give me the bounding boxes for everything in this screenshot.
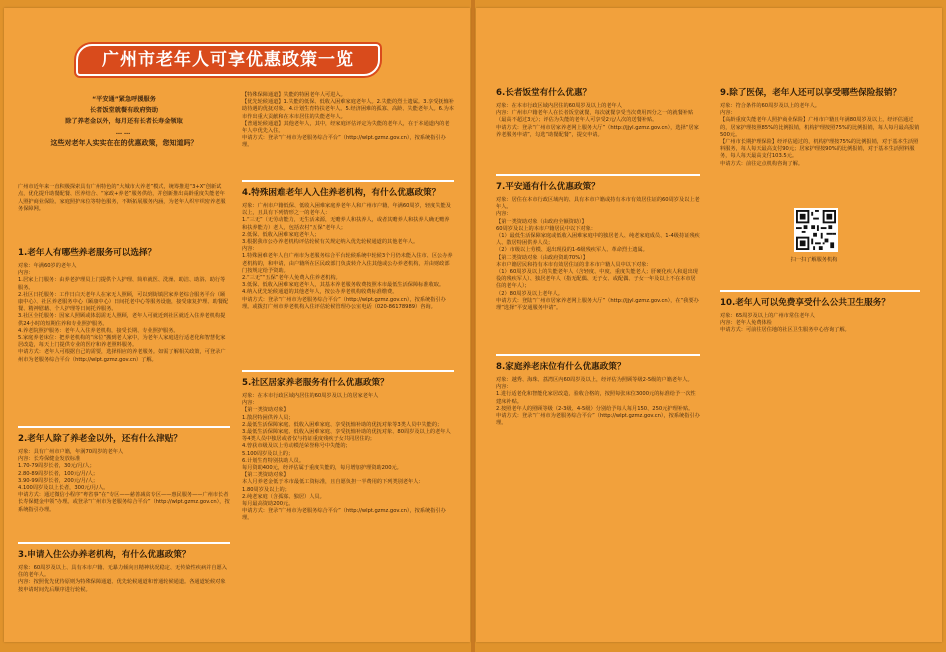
- section-title: 7.平安通有什么优惠政策？: [496, 182, 600, 192]
- section-4: [242, 188, 454, 311]
- page-left: [4, 8, 470, 642]
- section-body: 对象：65周岁及以上的广州市常住老年人 内容：老年人免费体检 申请方式：可前往居住地的社区卫生服务中心咨询了解。: [720, 313, 850, 334]
- intro-body: 广州市近年来一直积极探索具有广州特色的“大城市大养老”模式，统筹推进“3+X”创新试点，优化提升助餐配餐、医养结合、“家政+养老”服务供给，并创新推出高龄重度失能老年人照护商业保险。家庭照护床位等特色服务，不断拓展服务内涵，为老年人织牢织密养老服务保障网。: [18, 184, 226, 213]
- intro-line: 除了养老金以外，每月还有长者长寿金领取: [65, 118, 183, 125]
- section-8: [496, 362, 700, 427]
- section-body: 对象：居住在本市行政区域内的、具有本市户籍或持有本市有效居住证的60周岁及以上老年人。 内容： 【第一类资助对象（由政府全额资助）】 60周岁及以上的本市户籍居民中以下对象： （1）最低生活保障家庭或低收入困难家庭中的独居老人、纯老家庭成员、1-4级持证残疾人、散居特困供养人员； （2）市级以上劳模、退出现役的1-6级残疾军人、革命烈士遗属。 【第二类资助对象（由政府资助70%）】 本市户籍居民和持有本市有效居住证的非本市户籍人员中以下对象： （1）60周岁及以上的失能老年人（含轻度、中度、重度失能老人；肝硬化疾人和退出现役的残疾军人）、独居老年人（指无配偶、无子女、或配偶、子女一年及以上不在本市居住的老年人）； （2）80周岁及以上老年人。 申请方式：登陆“广州市居家养老网上服务大厅”（http://jjyl.gzmz.gov.cn），在“我要办理”选择“平安通服务申请”。: [496, 197, 700, 312]
- section-3: [18, 550, 230, 594]
- intro-dots: ……: [115, 129, 133, 136]
- divider: [242, 370, 454, 372]
- section-title: 9.除了医保，老年人还可以享受哪些保险报销？: [720, 88, 902, 98]
- divider: [242, 180, 454, 182]
- section-body: 对象：60周岁及以上、具有本市户籍、无暴力倾向且精神状况稳定、无传染性疾病并自愿入住的老年人。 内容：按照优先优待原则为特殊保障通道、优先轮候通道和普通轮候通道。各通道轮候对象按申请时间先后顺序进行轮候。: [18, 565, 227, 593]
- divider: [18, 426, 230, 428]
- qr-code-icon: [796, 210, 836, 250]
- page-right: [476, 8, 942, 642]
- intro-line: 长者饭堂就餐有政府资助: [89, 107, 159, 114]
- section-7: [496, 182, 700, 312]
- section-title: 6.长者饭堂有什么优惠？: [496, 88, 592, 98]
- section-title: 3.申请入住公办养老机构，有什么优惠政策？: [18, 550, 191, 560]
- section-title: 4.特殊困难老年人入住养老机构，有什么优惠政策？: [242, 188, 441, 198]
- section-body: 对象：在本市行政区域内居住的60周岁及以上的老年人 内容：广州市户籍老年人在长者饭堂就餐，每次就餐享受当次费用四分之一的就餐补贴（最高不超过3元）；评估为失能的老年人可享受2元/人次的送餐补贴。 申请方式：登录“广州市居家养老网上服务大厅”（http://jjyl.gzmz.gov.cn），选择“居家养老服务申请”，勾选“助餐配餐”，提交申请。: [496, 103, 699, 138]
- divider: [18, 542, 230, 544]
- section-2: [18, 434, 230, 514]
- divider: [496, 354, 700, 356]
- divider: [720, 290, 920, 292]
- section-3-cont: [242, 92, 454, 150]
- section-6: [496, 88, 700, 139]
- intro-lines: [18, 94, 230, 149]
- section-body: 【特殊保障通道】失能的特困老年人可进入。 【优先轮候通道】1.失能的低保、低收入困难家庭老年人。2.失能的烈士遗属。3.享受抚恤补助待遇的优抚对象。4.计划生育特扶老年人。5.经济困难的孤寡、高龄、失能老年人。6.为本市作出重大贡献和在本市居住的失能老年人。 【普通轮候通道】其他老年人，其中，经家庭评估评定为失能的老年人，在于本通道内的老年人中优先入住。 申请方式：登录“广州市为老服务综合平台”（http://wlpt.gzmz.gov.cn），按系统指引办理。: [242, 92, 454, 149]
- qr-code[interactable]: [794, 208, 838, 252]
- intro-question: 这些对老年人实实在在的优惠政策，您知道吗？: [50, 139, 198, 147]
- section-body: 对象：具有广州市户籍，年满70周岁的老年人 内容：长寿保健金发放标准 1.70-79周岁长者，30元/月/人； 2.80-89周岁长者，100元/月/人； 3.90-99周岁长者，200元/月/人； 4.100周岁及以上长者，300元/月/人。 申请方式：通过微信小程序“粤省事”在“专区——慈善减贫专区——惠民服务——广州市长者长寿保健金申领”办理。或登录“广州市为老服务综合平台”（http://wlpt.gzmz.gov.cn），按系统指引办理。: [18, 449, 230, 513]
- section-title: 10.老年人可以免费享受什么公共卫生服务？: [720, 298, 890, 308]
- section-title: 5.社区居家养老服务有什么优惠政策？: [242, 378, 389, 388]
- qr-caption: 扫一扫了解服务机构: [790, 257, 838, 263]
- intro-line: “平安通”紧急呼援服务: [92, 96, 156, 103]
- section-body: 对象：在本市行政区域内居住的60周岁及以上的居家老年人 内容： 【第一类资助对象】 1.散居特困供养人员； 2.最低生活保障家庭、低收入困难家庭、享受抚恤补助的优抚对象等3类人员中失能的； 3.最低生活保障家庭、低收入困难家庭、享受抚恤补助的优抚对象、80周岁及以上的老年人等4类人员中独居或者仅与持证重度残疾子女共同居住的； 4.曾获市级及以上劳动模范荣誉称号中失能的； 5.100周岁及以上的； 6.计划生育特别扶助人员。 每月资助400元，经评估属于重度失能的，每月增加护理资助200元。 【第二类资助对象】 本人月养老金低于本市最低工资标准，且自愿负担一半费用的下列类别老年人： 1.80周岁及以上的； 2.纯老家庭（含孤寡、独居）人员。 每月最高资助200元。 申请方式：登录“广州市为老服务综合平台”（http://wlpt.gzmz.gov.cn），按系统指引办理。: [242, 393, 451, 522]
- section-9: [720, 88, 920, 168]
- section-title: 8.家庭养老床位有什么优惠政策？: [496, 362, 626, 372]
- divider: [496, 174, 700, 176]
- section-body: 对象：符合条件的60周岁及以上的老年人。 内容： 【高龄重度失能老年人照护商业保险】广州市户籍且年满80周岁及以上，经评估通过的，居家护理按照85%的比例报销，机构护理按照75%的比例报销，每人每月最高报销500元。 【广州市长期护理保险】经评估通过的，机构护理按75%的比例报销，对于基本生活照料服务，每人每天最高支付90元；居家护理按90%的比例报销，对于基本生活照料服务，每人每天最高支付103.5元。 申请方式：前往定点机构咨询了解。: [720, 103, 920, 167]
- section-body: 对象：越秀、海珠、荔湾区内60周岁及以上，经评估为照顾等级2-5级的户籍老年人。 内容： 1.进行适老化和智能化家居改造，验收合格的，按照每张床位3000元的标准给予一次性建床补贴。 2.按照老年人的照顾等级（2-3级、4-5级）分别给予每人每月150、250元护理补贴。 申请方式：登录“广州市为老服务综合平台”（http://wlpt.gzmz.gov.cn），按系统指引办理。: [496, 377, 700, 427]
- section-body: 对象：年满60岁的老年人 内容： 1.居家上门服务：由养老护理员上门提供个人护理、简单就医、洗澡、助洁、助浴、助行等服务。 2.社区日托服务：工作日白天老年人在家无人照顾，可以到街镇居家养老综合服务平台（颐康中心）、社区养老服务中心（颐康中心）日间托老中心等服务设施，接受康复护理、助餐配餐、精神慰藉、个人护理等日间托养服务。 3.社区全托服务：因家人照顾或体弱需无人照顾，老年人可就近到社区就近入住养老机构提供24小时的短期住养和专业照护服务。 4.养老院照护服务：老年人入住养老机构，接受长期、专业照护服务。 5.家庭养老床位：把养老机构的“床位”搬到老人家中，为老年人家庭进行适老化和智慧化家居改造，每天上门提供专业的医疗和养老照料服务。 申请方式：老年人可根据自己的需要，选择相应的养老服务。如需了解相关政策，可登录广州市为老服务综合平台（http://wlpt.gzmz.gov.cn）了解。: [18, 263, 229, 363]
- section-5: [242, 378, 454, 523]
- section-title: 1.老年人有哪些养老服务可以选择？: [18, 248, 157, 258]
- spine: [471, 0, 475, 652]
- section-1: [18, 248, 230, 364]
- section-10: [720, 298, 920, 335]
- section-title: 2.老年人除了养老金以外，还有什么津贴？: [18, 434, 182, 444]
- page-title: 广州市老年人可享优惠政策一览: [76, 44, 380, 76]
- section-body: 对象：广州市户籍低保、低收入困难家庭养老年人和广州市户籍，年满60周岁，轻度失能及以上，且具有下列情形之一的老年人： 1.“三无”（无劳动能力，无生活来源，无赡养人和扶养人，或者其赡养人和扶养人确无赡养和扶养能力）老人，包括农村“五保”老年人； 2.低保、低收入困难家庭老年人； 3.根据我市公办养老机构评估轮候有关规定纳入优先轮候通道的其他老年人。 内容： 1.特殊困难老年人自广州市为老服务综合平台轮候系统中轮候3个月仍未能入住市、区公办养老机构的，和申请，由户籍所在区民政部门负责转介入住其他或公办养老机构，并由财政部门按规定给予资助。 2.“三无”“五保”老年人免费入住养老机构。 3.低保、低收入困难家庭老年人，其基本养老服务收费按照本市最低生活保障标准收取。 4.纳入优先轮候通道的其他老年人，按公办养老机构收费标准缴费。 申请方式：登录“广州市为老服务综合平台”（http://wlpt.gzmz.gov.cn），按系统指引办理。或拨打广州市养老机构入住评估轮候管理办公室电话（020-86178989）咨询。: [242, 203, 453, 310]
